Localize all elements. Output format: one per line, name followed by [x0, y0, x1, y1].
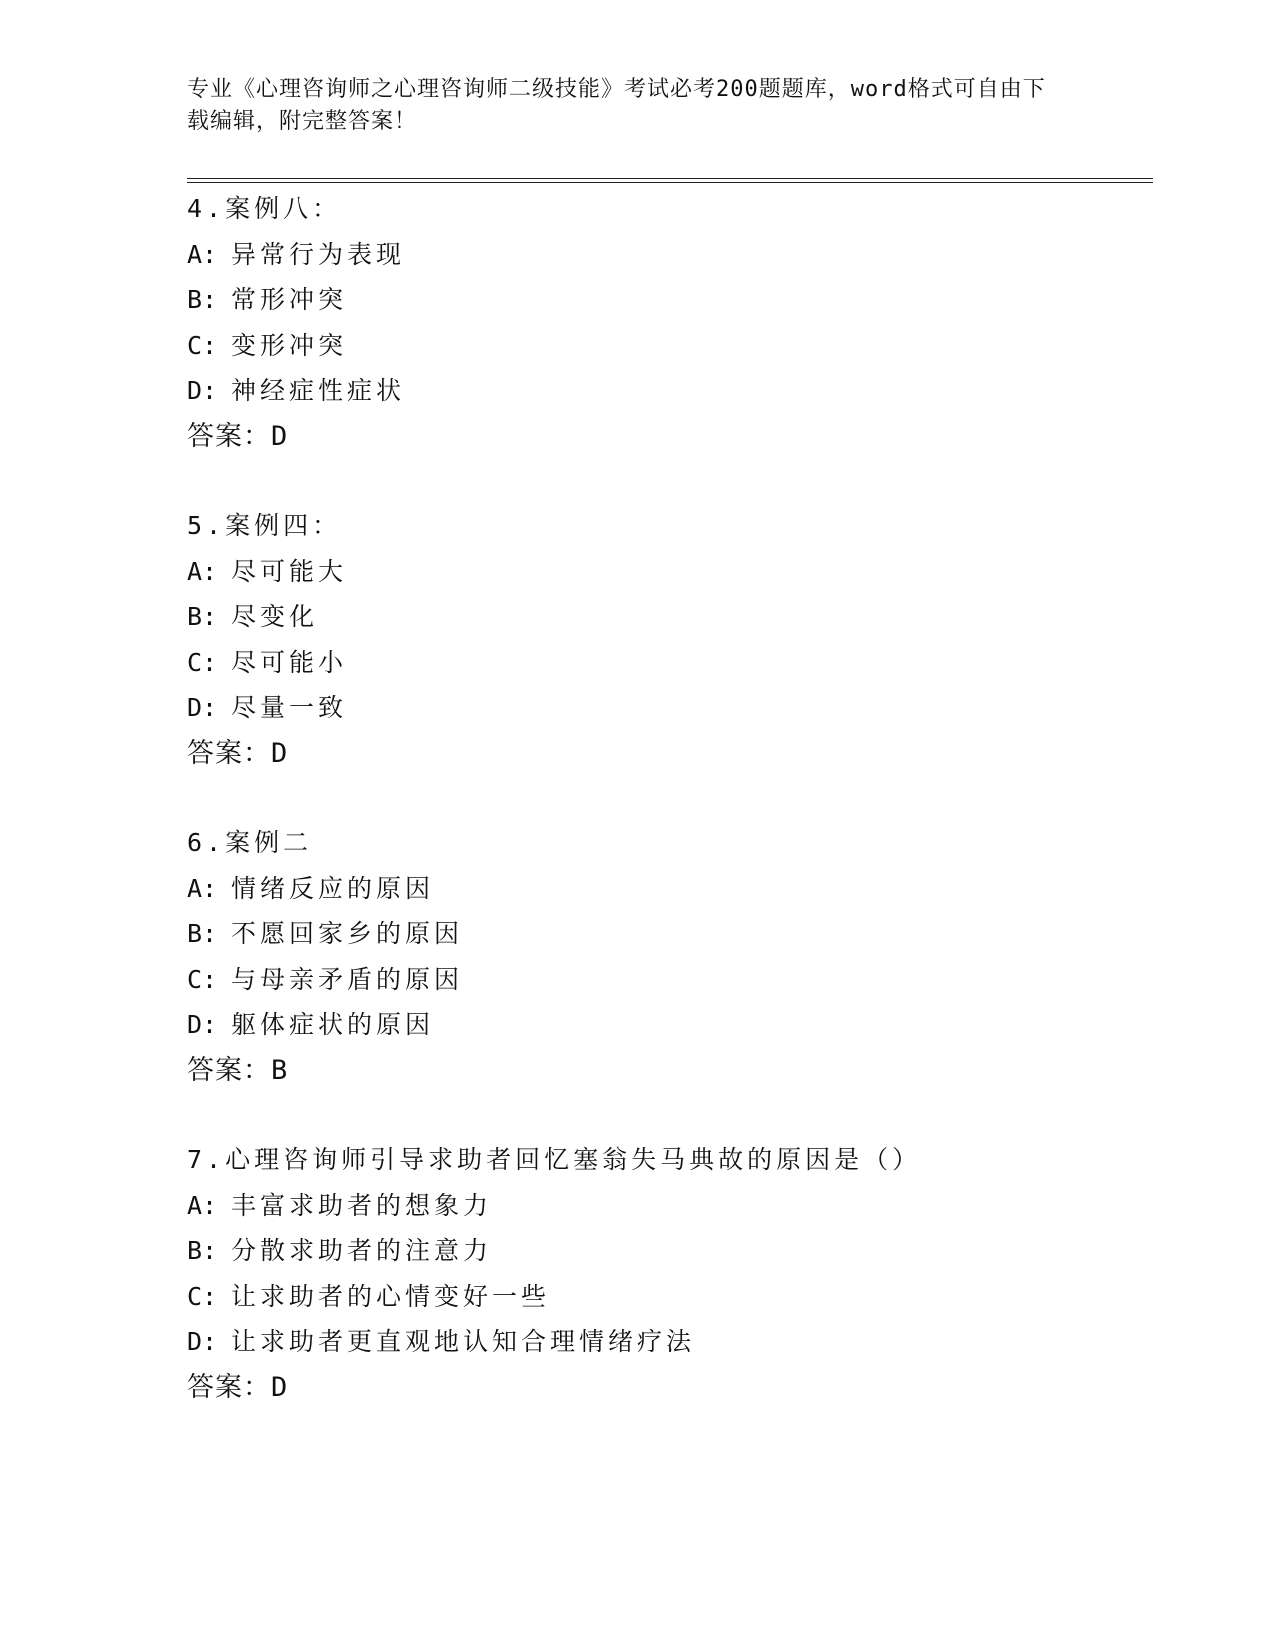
option-letter: C: [187, 964, 218, 994]
option-a [187, 1183, 1147, 1229]
option-text: 尽可能小 [231, 647, 348, 677]
option-letter: C: [187, 647, 218, 677]
option-text: 让求助者的心情变好一些 [231, 1281, 551, 1311]
option-a [187, 866, 1147, 912]
option-text: 尽变化 [231, 602, 319, 631]
question-title: 7.心理咨询师引导求助者回忆塞翁失马典故的原因是（） [187, 1145, 922, 1174]
option-letter: C: [187, 1281, 218, 1311]
option-letter: D: [187, 1010, 218, 1039]
question-4 [187, 186, 1147, 459]
question-title: 4.案例八： [187, 194, 342, 223]
option-b [187, 1228, 1147, 1274]
answer: 答案：B [187, 1054, 289, 1086]
option-letter: C: [187, 330, 218, 360]
question-title: 5.案例四： [187, 511, 342, 540]
option-text: 常形冲突 [231, 285, 348, 314]
option-letter: A: [187, 1190, 218, 1220]
option-a [187, 549, 1147, 595]
question-6 [187, 820, 1147, 1093]
option-c [187, 1274, 1147, 1320]
option-text: 丰富求助者的想象力 [231, 1190, 493, 1220]
option-a [187, 232, 1147, 278]
option-c [187, 640, 1147, 686]
option-text: 尽量一致 [231, 693, 348, 722]
question-7 [187, 1137, 1147, 1410]
option-letter: B: [187, 285, 218, 314]
option-d [187, 1319, 1147, 1365]
option-c [187, 323, 1147, 369]
question-5 [187, 503, 1147, 776]
answer: 答案：D [187, 1371, 289, 1403]
option-letter: A: [187, 556, 218, 586]
header-divider-top [187, 178, 1153, 179]
question-title: 6.案例二 [187, 828, 313, 857]
option-letter: D: [187, 693, 218, 722]
option-text: 分散求助者的注意力 [231, 1236, 493, 1265]
option-d [187, 1002, 1147, 1048]
option-text: 变形冲突 [231, 330, 348, 360]
option-text: 神经症性症状 [231, 376, 406, 405]
option-b [187, 277, 1147, 323]
option-text: 让求助者更直观地认知合理情绪疗法 [231, 1327, 696, 1356]
option-letter: B: [187, 602, 218, 631]
option-b [187, 911, 1147, 957]
option-text: 情绪反应的原因 [231, 873, 435, 903]
option-d [187, 368, 1147, 414]
option-b [187, 594, 1147, 640]
option-text: 躯体症状的原因 [231, 1010, 435, 1039]
answer: 答案：D [187, 737, 289, 769]
header-divider-bottom [187, 182, 1153, 183]
option-letter: A: [187, 239, 218, 269]
option-letter: D: [187, 1327, 218, 1356]
option-d [187, 685, 1147, 731]
option-letter: B: [187, 919, 218, 948]
answer: 答案：D [187, 420, 289, 452]
option-letter: B: [187, 1236, 218, 1265]
option-text: 不愿回家乡的原因 [231, 919, 464, 948]
option-text: 与母亲矛盾的原因 [231, 964, 464, 994]
option-text: 尽可能大 [231, 556, 348, 586]
document-header: 专业《心理咨询师之心理咨询师二级技能》考试必考200题题库，word格式可自由下载编辑，附完整答案！ [187, 77, 1046, 134]
option-letter: D: [187, 376, 218, 405]
option-text: 异常行为表现 [231, 239, 406, 269]
option-c [187, 957, 1147, 1003]
option-letter: A: [187, 873, 218, 903]
